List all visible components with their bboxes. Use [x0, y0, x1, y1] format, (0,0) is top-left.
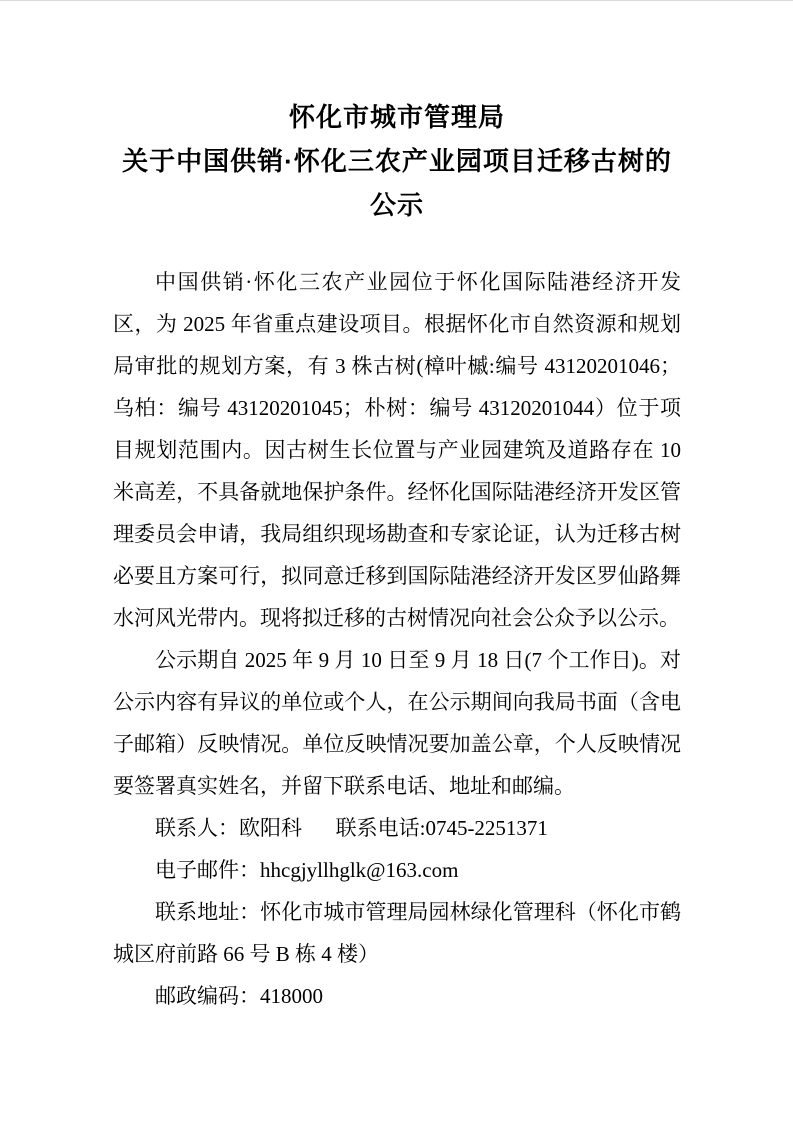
contact-email-label: 电子邮件：	[155, 858, 260, 882]
contact-address-line	[113, 891, 681, 975]
contact-address-value: 怀化市城市管理局园林绿化管理科（怀化市鹤城区府前路 66 号 B 栋 4 楼）	[113, 900, 682, 966]
contact-postcode-label: 邮政编码：	[155, 984, 260, 1008]
document-body	[113, 261, 681, 1017]
contact-postcode-value: 418000	[260, 984, 323, 1008]
document-title-org: 怀化市城市管理局	[288, 102, 505, 132]
contact-email-line	[113, 849, 681, 891]
contact-postcode-line	[113, 975, 681, 1017]
paragraph-publicity-period: 公示期自 2025 年 9 月 10 日至 9 月 18 日(7 个工作日)。对公示内容有异议的单位或个人，在公示期间向我局书面（含电子邮箱）反映情况。单位反映情况要加盖公章，个人反映情况要签署真实姓名，并留下联系电话、地址和邮编。	[113, 648, 681, 798]
contact-person-label: 联系人：	[155, 816, 239, 840]
document-title	[113, 95, 681, 227]
contact-person-value: 欧阳科	[239, 816, 302, 840]
document-title-subject: 关于中国供销·怀化三农产业园项目迁移古树的公示	[122, 146, 672, 220]
contact-phone-value: 0745-2251371	[425, 816, 548, 840]
contact-person-line	[113, 807, 681, 849]
contact-address-label: 联系地址：	[155, 900, 261, 924]
contact-phone-label: 联系电话:	[335, 816, 426, 840]
document-content	[113, 95, 681, 1017]
contact-email-value: hhcgjyllhglk@163.com	[260, 858, 459, 882]
paragraph-project-intro: 中国供销·怀化三农产业园位于怀化国际陆港经济开发区，为 2025 年省重点建设项目。根据怀化市自然资源和规划局审批的规划方案，有 3 株古树(樟叶槭:编号 43120201046；乌柏：编号 43120201045；朴树：编号 43120201044）位于项目规划范围内。因古树生长位置与产业园建筑及道路存在 10 米高差，不具备就地保护条件。经怀化国际陆港经济开发区管理委员会申请，我局组织现场勘查和专家论证，认为迁移古树必要且方案可行，拟同意迁移到国际陆港经济开发区罗仙路舞水河风光带内。现将拟迁移的古树情况向社会公众予以公示。	[113, 270, 681, 630]
